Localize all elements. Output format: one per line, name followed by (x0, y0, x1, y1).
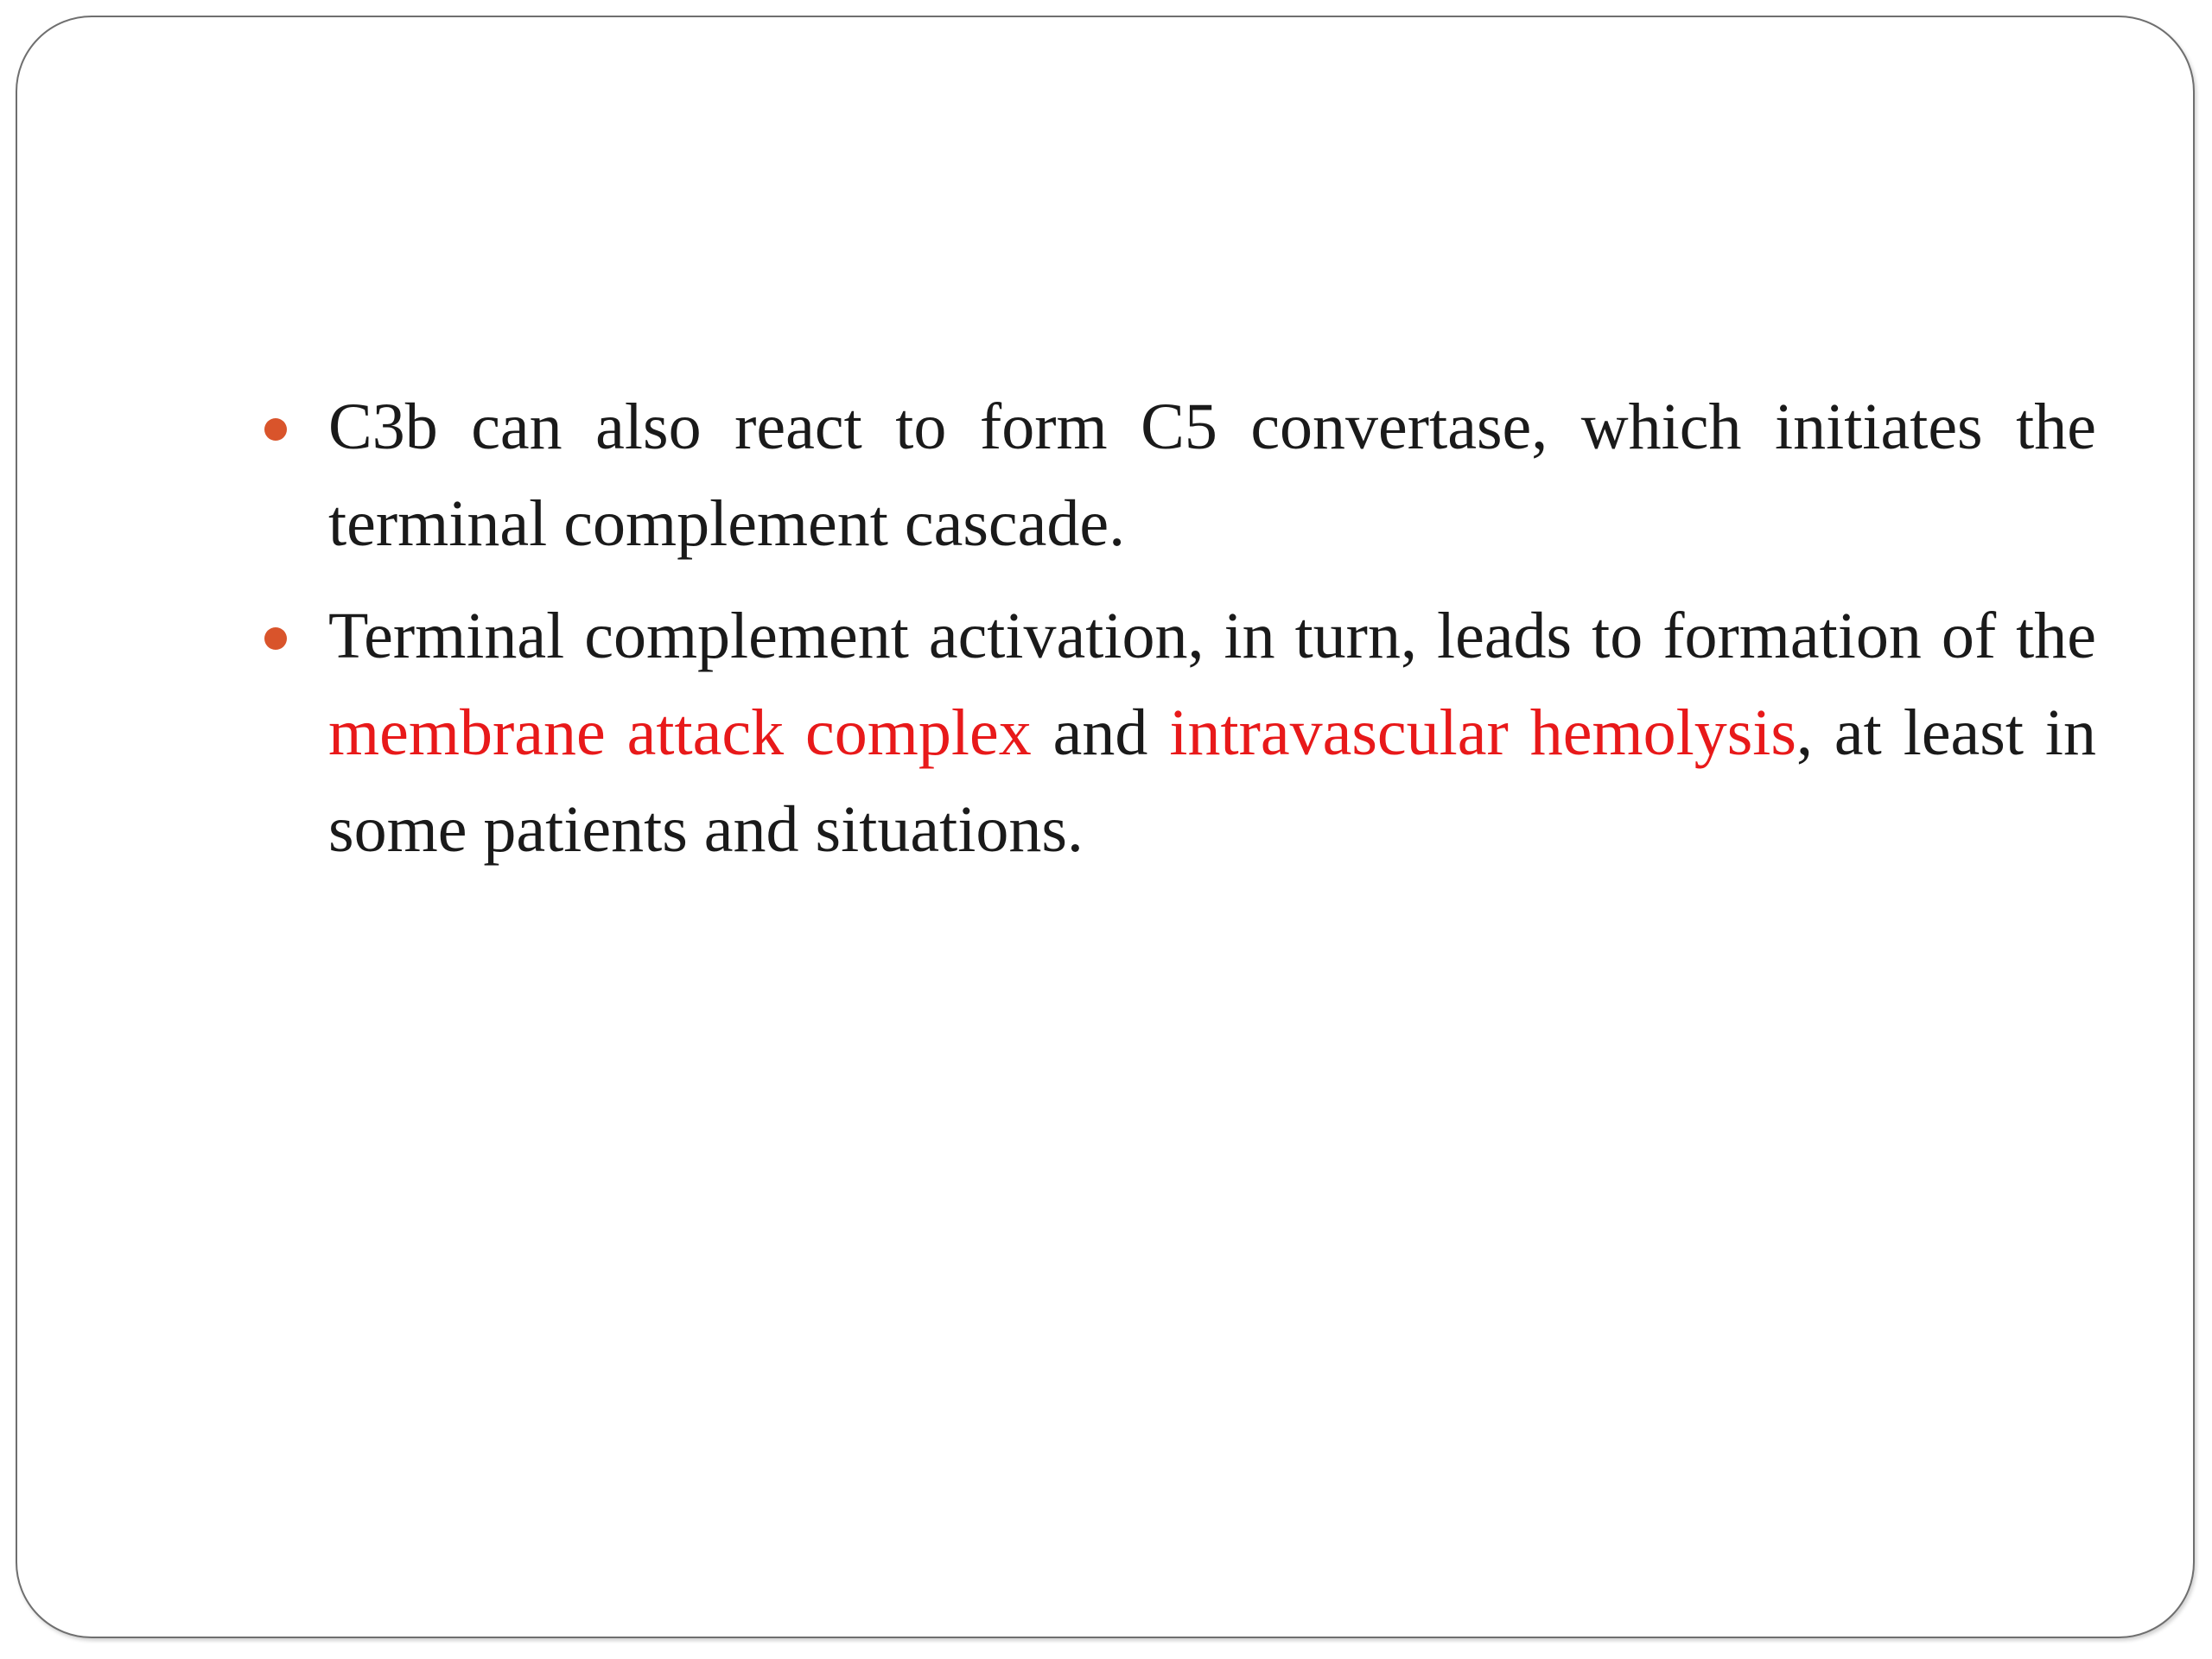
highlight-membrane-attack-complex: membrane attack complex (328, 696, 1032, 769)
bullet-dot-icon (264, 418, 287, 441)
bullet-text-part: Terminal complement activation, in turn, leads to formation of the (328, 600, 2096, 672)
highlight-intravascular-hemolysis: intravascular hemolysis (1169, 696, 1796, 769)
bullet-text-part: , at least in some patients and situations. (328, 696, 2097, 866)
bullet-list (259, 378, 2096, 878)
bullet-text-part: and (1031, 696, 1170, 769)
bullet-dot-icon (264, 627, 287, 650)
bullet-item-c3b (259, 378, 2096, 572)
slide-content (259, 378, 2096, 893)
slide-frame (16, 16, 2195, 1638)
bullet-item-terminal-activation (259, 588, 2096, 878)
bullet-text: C3b can also react to form C5 convertase, which initiates the terminal complement cascade. (328, 391, 2096, 560)
